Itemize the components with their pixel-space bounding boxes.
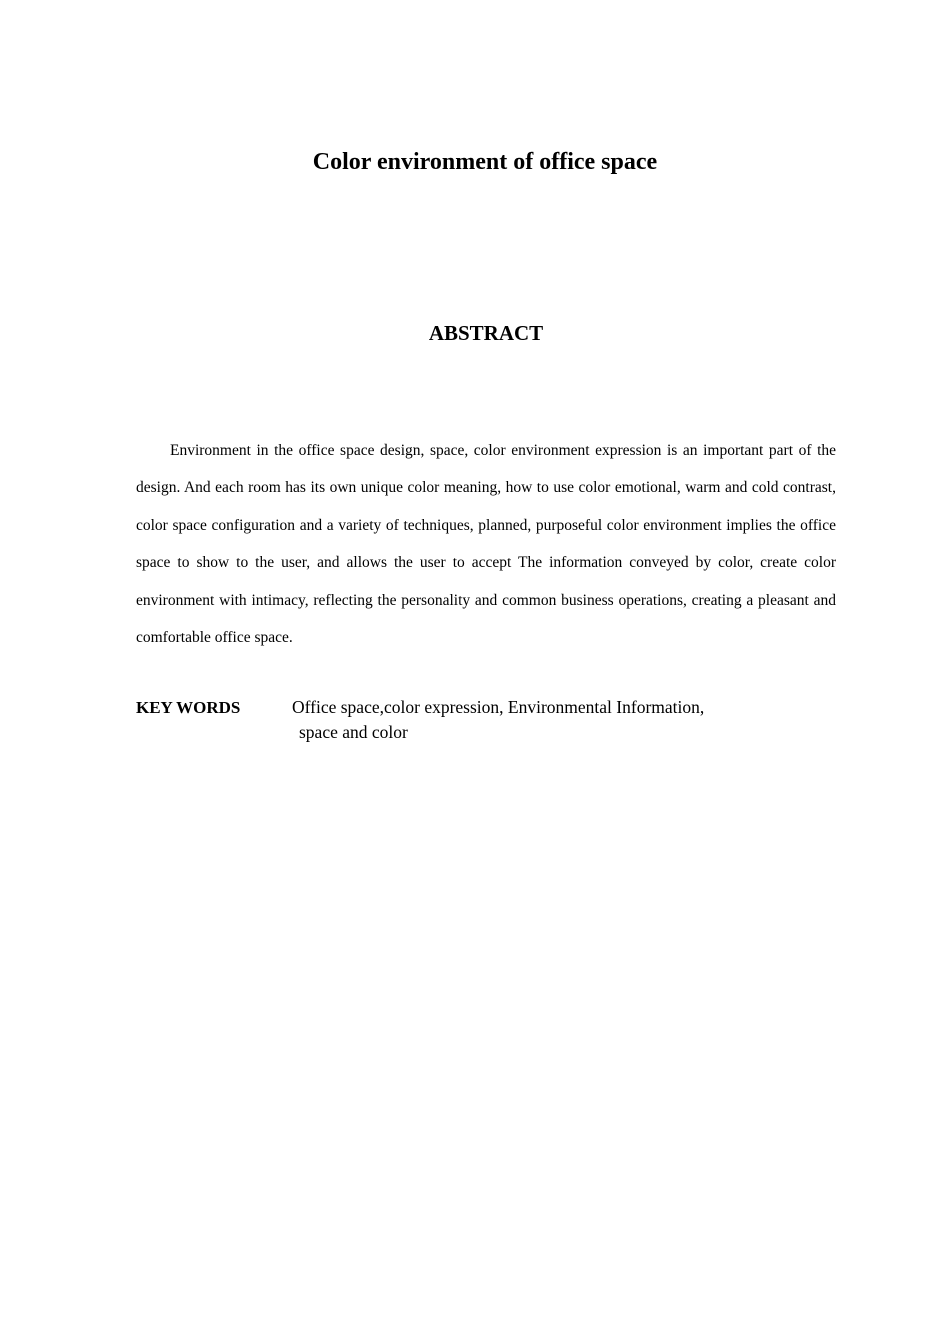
document-title: Color environment of office space [312, 149, 658, 175]
keywords-label: KEY WORDS [136, 698, 241, 717]
abstract-paragraph: Environment in the office space design, space, color environment expression is an important part of the design. And each room has its own unique color meaning, how to use color emotional, warm and cold contrast, color space configuration and a variety of techniques, planned, purposeful color environment implies the office space to show to the user, and allows the user to accept The information conveyed by color, create color environment with intimacy, reflecting the personality and common business operations, creating a pleasant and comfortable office space. [136, 442, 836, 647]
abstract-heading: ABSTRACT [428, 321, 544, 345]
keywords-line-2: space and color [299, 722, 408, 742]
keywords-line-1: Office space,color expression, Environmental Information, [292, 697, 705, 717]
